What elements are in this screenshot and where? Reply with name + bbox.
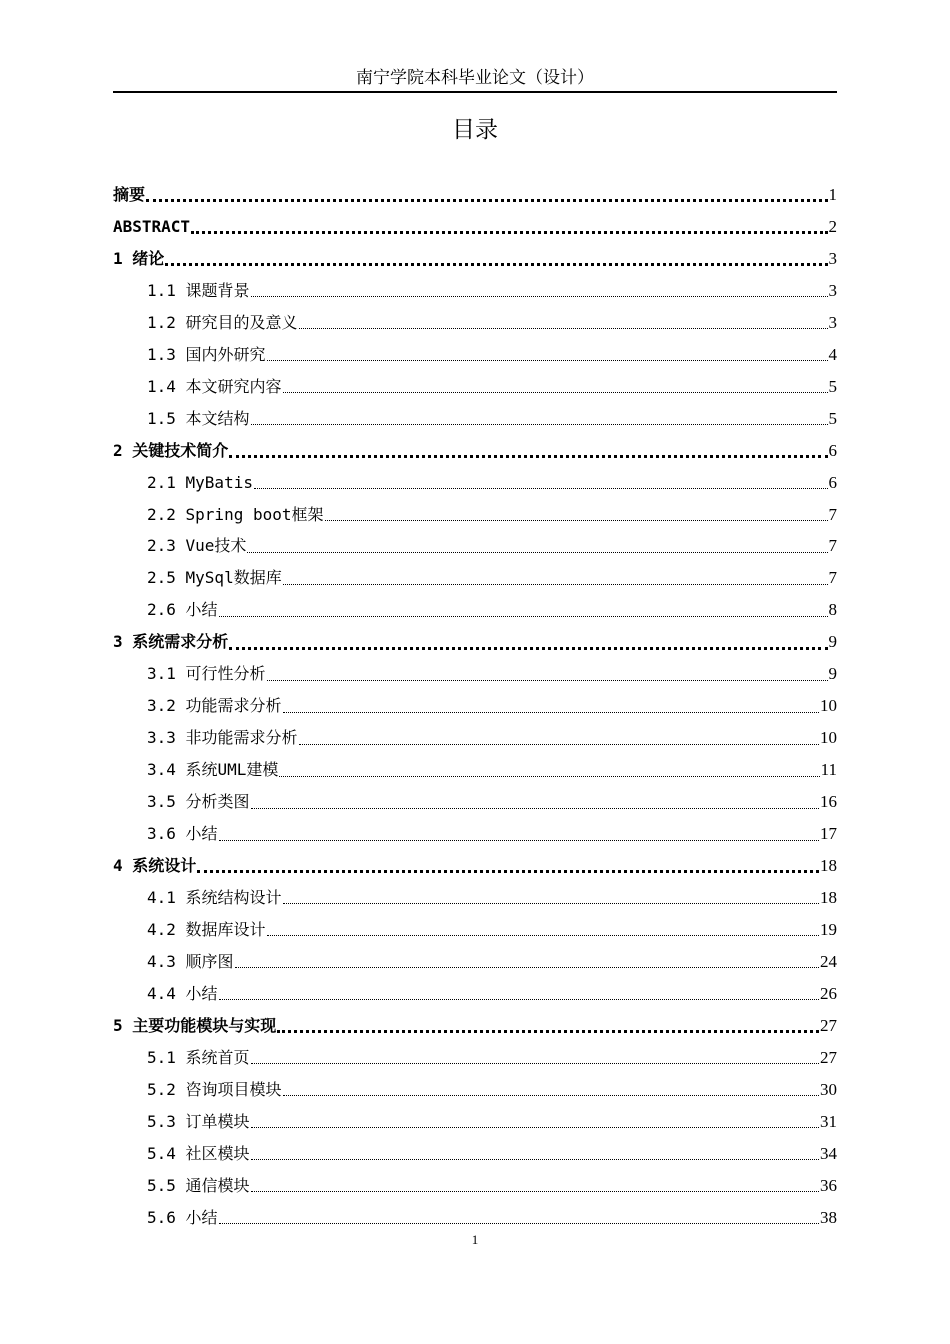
toc-dot-leader bbox=[279, 776, 819, 777]
toc-entry-page: 26 bbox=[820, 983, 837, 1003]
toc-entry-page: 10 bbox=[820, 696, 837, 716]
toc-section-entry[interactable] bbox=[113, 882, 837, 914]
toc-chapter-entry[interactable] bbox=[113, 243, 837, 275]
toc-dot-leader bbox=[229, 647, 827, 650]
toc-entry-page: 11 bbox=[820, 760, 837, 780]
toc-dot-leader bbox=[283, 584, 828, 585]
toc-dot-leader bbox=[219, 840, 819, 841]
toc-entry-label: 5.4 社区模块 bbox=[147, 1143, 250, 1163]
toc-dot-leader bbox=[165, 263, 827, 266]
table-of-contents bbox=[113, 179, 837, 1233]
toc-dot-leader bbox=[251, 424, 828, 425]
toc-entry-page: 7 bbox=[828, 536, 837, 556]
toc-entry-page: 19 bbox=[820, 919, 837, 939]
toc-dot-leader bbox=[191, 231, 827, 234]
toc-entry-label: 5.5 通信模块 bbox=[147, 1175, 250, 1195]
toc-entry-label: 摘要 bbox=[113, 185, 146, 204]
toc-section-entry[interactable] bbox=[113, 1138, 837, 1170]
toc-dot-leader bbox=[251, 1063, 819, 1064]
toc-dot-leader bbox=[247, 552, 827, 553]
toc-section-entry[interactable] bbox=[113, 786, 837, 818]
toc-entry-page: 3 bbox=[828, 312, 837, 332]
toc-entry-label: 1.5 本文结构 bbox=[147, 408, 250, 428]
toc-entry-label: 3.2 功能需求分析 bbox=[147, 696, 282, 716]
toc-entry-page: 2 bbox=[828, 216, 837, 236]
toc-entry-page: 30 bbox=[820, 1079, 837, 1099]
toc-section-entry[interactable] bbox=[113, 818, 837, 850]
toc-entry-page: 17 bbox=[820, 824, 837, 844]
toc-entry-page: 3 bbox=[828, 280, 837, 300]
toc-entry-label: 4.3 顺序图 bbox=[147, 951, 234, 971]
toc-section-entry[interactable] bbox=[113, 914, 837, 946]
toc-entry-label: 3.6 小结 bbox=[147, 824, 218, 844]
toc-entry-page: 18 bbox=[820, 856, 837, 876]
toc-dot-leader bbox=[251, 1127, 819, 1128]
toc-entry-page: 18 bbox=[820, 887, 837, 907]
toc-section-entry[interactable] bbox=[113, 530, 837, 562]
toc-entry-label: 2.1 MyBatis bbox=[147, 472, 253, 492]
toc-entry-page: 9 bbox=[828, 664, 837, 684]
toc-section-entry[interactable] bbox=[113, 754, 837, 786]
toc-dot-leader bbox=[299, 328, 828, 329]
toc-chapter-entry[interactable] bbox=[113, 179, 837, 211]
toc-entry-page: 27 bbox=[820, 1015, 837, 1035]
toc-entry-label: 4.4 小结 bbox=[147, 983, 218, 1003]
toc-entry-label: 3.4 系统UML建模 bbox=[147, 760, 279, 780]
toc-section-entry[interactable] bbox=[113, 1106, 837, 1138]
toc-dot-leader bbox=[251, 296, 828, 297]
toc-dot-leader bbox=[235, 967, 819, 968]
toc-section-entry[interactable] bbox=[113, 946, 837, 978]
toc-entry-page: 1 bbox=[828, 185, 837, 204]
toc-dot-leader bbox=[267, 935, 819, 936]
toc-entry-label: 2.2 Spring boot框架 bbox=[147, 504, 324, 524]
toc-entry-label: 2 关键技术简介 bbox=[113, 440, 229, 460]
toc-entry-page: 5 bbox=[828, 408, 837, 428]
toc-entry-page: 7 bbox=[828, 568, 837, 588]
toc-entry-label: 1.2 研究目的及意义 bbox=[147, 312, 298, 332]
toc-dot-leader bbox=[254, 488, 828, 489]
toc-entry-page: 10 bbox=[820, 728, 837, 748]
toc-entry-label: 2.3 Vue技术 bbox=[147, 536, 247, 556]
toc-section-entry[interactable] bbox=[113, 467, 837, 499]
toc-entry-page: 9 bbox=[828, 632, 837, 652]
toc-section-entry[interactable] bbox=[113, 722, 837, 754]
toc-entry-page: 31 bbox=[820, 1111, 837, 1131]
toc-entry-page: 4 bbox=[828, 344, 837, 364]
toc-dot-leader bbox=[219, 999, 819, 1000]
toc-section-entry[interactable] bbox=[113, 1202, 837, 1234]
toc-chapter-entry[interactable] bbox=[113, 435, 837, 467]
toc-entry-label: 1 绪论 bbox=[113, 248, 165, 268]
toc-chapter-entry[interactable] bbox=[113, 1010, 837, 1042]
toc-entry-page: 8 bbox=[828, 600, 837, 620]
toc-dot-leader bbox=[219, 616, 828, 617]
toc-entry-page: 34 bbox=[820, 1143, 837, 1163]
toc-entry-page: 5 bbox=[828, 376, 837, 396]
toc-entry-page: 16 bbox=[820, 792, 837, 812]
toc-entry-label: 5.2 咨询项目模块 bbox=[147, 1079, 282, 1099]
toc-section-entry[interactable] bbox=[113, 690, 837, 722]
toc-dot-leader bbox=[251, 1159, 819, 1160]
toc-section-entry[interactable] bbox=[113, 275, 837, 307]
toc-entry-label: 5.1 系统首页 bbox=[147, 1047, 250, 1067]
toc-entry-label: 5.6 小结 bbox=[147, 1207, 218, 1227]
toc-chapter-entry[interactable] bbox=[113, 850, 837, 882]
toc-chapter-entry[interactable] bbox=[113, 211, 837, 243]
toc-dot-leader bbox=[283, 392, 828, 393]
toc-entry-label: 4.1 系统结构设计 bbox=[147, 887, 282, 907]
running-header: 南宁学院本科毕业论文（设计） bbox=[356, 68, 594, 88]
header-rule bbox=[113, 91, 837, 93]
toc-entry-page: 6 bbox=[828, 472, 837, 492]
toc-dot-leader bbox=[283, 903, 819, 904]
toc-section-entry[interactable] bbox=[113, 307, 837, 339]
toc-entry-label: 2.6 小结 bbox=[147, 600, 218, 620]
toc-section-entry[interactable] bbox=[113, 1042, 837, 1074]
toc-entry-label: 4 系统设计 bbox=[113, 856, 197, 876]
toc-section-entry[interactable] bbox=[113, 403, 837, 435]
page-number: 1 bbox=[471, 1232, 479, 1247]
toc-entry-label: 1.4 本文研究内容 bbox=[147, 376, 282, 396]
toc-entry-page: 3 bbox=[828, 248, 837, 268]
toc-entry-page: 24 bbox=[820, 951, 837, 971]
toc-section-entry[interactable] bbox=[113, 1074, 837, 1106]
toc-section-entry[interactable] bbox=[113, 499, 837, 531]
toc-entry-page: 36 bbox=[820, 1175, 837, 1195]
toc-dot-leader bbox=[299, 744, 819, 745]
toc-entry-label: 3.5 分析类图 bbox=[147, 792, 250, 812]
toc-entry-label: 3 系统需求分析 bbox=[113, 632, 229, 652]
toc-dot-leader bbox=[267, 680, 828, 681]
toc-dot-leader bbox=[219, 1223, 819, 1224]
toc-entry-page: 6 bbox=[828, 440, 837, 460]
toc-dot-leader bbox=[251, 1191, 819, 1192]
toc-section-entry[interactable] bbox=[113, 339, 837, 371]
toc-entry-label: ABSTRACT bbox=[113, 216, 191, 236]
toc-entry-label: 3.3 非功能需求分析 bbox=[147, 728, 298, 748]
toc-section-entry[interactable] bbox=[113, 562, 837, 594]
toc-dot-leader bbox=[277, 1030, 819, 1033]
toc-dot-leader bbox=[283, 712, 819, 713]
toc-dot-leader bbox=[251, 808, 819, 809]
toc-chapter-entry[interactable] bbox=[113, 626, 837, 658]
toc-dot-leader bbox=[146, 199, 827, 202]
toc-entry-label: 5 主要功能模块与实现 bbox=[113, 1015, 277, 1035]
toc-dot-leader bbox=[197, 870, 819, 873]
toc-dot-leader bbox=[325, 520, 828, 521]
toc-entry-page: 27 bbox=[820, 1047, 837, 1067]
toc-section-entry[interactable] bbox=[113, 1170, 837, 1202]
toc-entry-page: 7 bbox=[828, 504, 837, 524]
toc-entry-label: 1.3 国内外研究 bbox=[147, 344, 266, 364]
toc-entry-label: 3.1 可行性分析 bbox=[147, 664, 266, 684]
toc-section-entry[interactable] bbox=[113, 978, 837, 1010]
toc-dot-leader bbox=[267, 360, 828, 361]
toc-dot-leader bbox=[229, 455, 827, 458]
toc-entry-page: 38 bbox=[820, 1207, 837, 1227]
toc-entry-label: 1.1 课题背景 bbox=[147, 280, 250, 300]
toc-entry-label: 4.2 数据库设计 bbox=[147, 919, 266, 939]
toc-entry-label: 2.5 MySql数据库 bbox=[147, 568, 282, 588]
toc-section-entry[interactable] bbox=[113, 371, 837, 403]
toc-title: 目录 bbox=[452, 117, 498, 143]
toc-dot-leader bbox=[283, 1095, 819, 1096]
toc-section-entry[interactable] bbox=[113, 594, 837, 626]
toc-section-entry[interactable] bbox=[113, 658, 837, 690]
toc-entry-label: 5.3 订单模块 bbox=[147, 1111, 250, 1131]
